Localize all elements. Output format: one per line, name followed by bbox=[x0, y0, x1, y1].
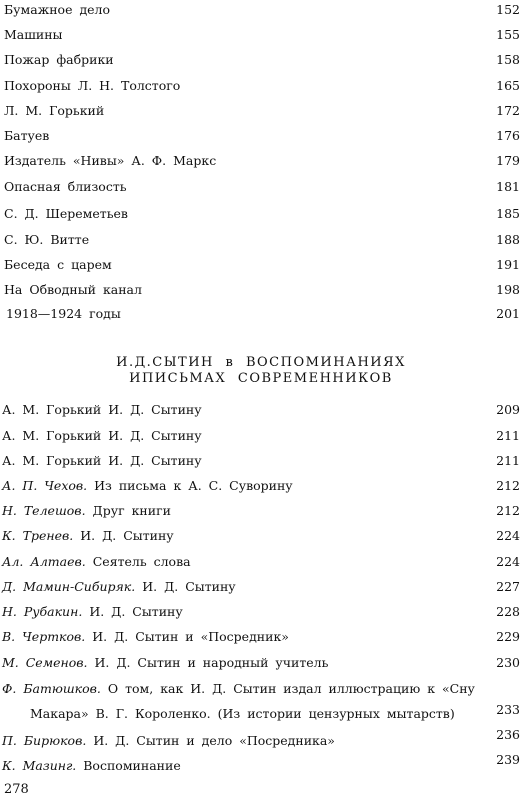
toc-entry-page: 236 bbox=[496, 727, 520, 742]
toc-entry-page: 233 bbox=[496, 702, 520, 717]
toc-entry-page: 191 bbox=[496, 257, 520, 272]
toc-entry-page: 188 bbox=[496, 232, 520, 247]
toc-entry-title: И. Д. Сытин и народный учитель bbox=[94, 655, 329, 670]
toc-entry-title: Бумажное дело bbox=[4, 2, 111, 17]
toc-entry-title: Макара» В. Г. Короленко. (Из истории цензурных мытарств) bbox=[30, 706, 455, 721]
toc-entry-page: 239 bbox=[496, 752, 520, 767]
toc-entry-title: Беседа с царем bbox=[4, 257, 112, 272]
toc-entry-page: 227 bbox=[496, 579, 520, 594]
toc-entry-title: 1918—1924 годы bbox=[6, 306, 121, 321]
toc-entry-page: 172 bbox=[496, 103, 520, 118]
toc-entry-title: И. Д. Сытину bbox=[89, 604, 183, 619]
toc-entry-page: 179 bbox=[496, 153, 520, 168]
toc-entry-author: А. П. Чехов. bbox=[2, 478, 88, 493]
toc-entry-author: В. Чертков. bbox=[2, 629, 86, 644]
toc-entry-title: Опасная близость bbox=[4, 179, 127, 194]
toc-entry-title: Друг книги bbox=[92, 503, 171, 518]
toc-entry-title: Батуев bbox=[4, 128, 50, 143]
toc-entry-page: 230 bbox=[496, 655, 520, 670]
toc-entry-title: Машины bbox=[4, 27, 63, 42]
toc-entry-title: И. Д. Сытину bbox=[80, 528, 174, 543]
toc-entry-title: И. Д. Сытин и дело «Посредника» bbox=[93, 733, 335, 748]
toc-entry-page: 176 bbox=[496, 128, 520, 143]
toc-entry-author: М. Семенов. bbox=[2, 655, 88, 670]
toc-entry-title: А. М. Горький И. Д. Сытину bbox=[2, 402, 202, 417]
toc-entry-author: Ал. Алтаев. bbox=[2, 554, 86, 569]
toc-entry-page: 224 bbox=[496, 528, 520, 543]
toc-entry-page: 201 bbox=[496, 306, 520, 321]
toc-entry-title: Пожар фабрики bbox=[4, 52, 114, 67]
toc-entry-page: 209 bbox=[496, 402, 520, 417]
toc-entry-title: С. Д. Шереметьев bbox=[4, 206, 128, 221]
page-number: 278 bbox=[4, 782, 29, 797]
toc-entry-page: 211 bbox=[496, 453, 520, 468]
toc-entry-page: 228 bbox=[496, 604, 520, 619]
toc-entry-page: 224 bbox=[496, 554, 520, 569]
toc-entry-title: Воспоминание bbox=[83, 758, 181, 773]
toc-entry-page: 229 bbox=[496, 629, 520, 644]
toc-entry-title: На Обводный канал bbox=[4, 282, 142, 297]
toc-entry-page: 181 bbox=[496, 179, 520, 194]
toc-entry-title: И. Д. Сытину bbox=[142, 579, 236, 594]
toc-entry-page: 198 bbox=[496, 282, 520, 297]
toc-entry-page: 212 bbox=[496, 503, 520, 518]
toc-entry-page: 211 bbox=[496, 428, 520, 443]
toc-entry-page: 158 bbox=[496, 52, 520, 67]
section-heading-line1: И.Д.СЫТИН в ВОСПОМИНАНИЯХ bbox=[116, 355, 406, 370]
toc-entry-author: Н. Рубакин. bbox=[2, 604, 83, 619]
toc-entry-page: 185 bbox=[496, 206, 520, 221]
toc-entry-author: К. Мазинг. bbox=[2, 758, 77, 773]
toc-entry-title: Похороны Л. Н. Толстого bbox=[4, 78, 181, 93]
toc-entry-author: Ф. Батюшков. bbox=[2, 681, 101, 696]
toc-entry-title: О том, как И. Д. Сытин издал иллюстрацию к «Сну bbox=[107, 681, 475, 696]
toc-entry-page: 212 bbox=[496, 478, 520, 493]
toc-entry-title: А. М. Горький И. Д. Сытину bbox=[2, 453, 202, 468]
toc-entry-author: К. Тренев. bbox=[2, 528, 74, 543]
toc-entry-title: А. М. Горький И. Д. Сытину bbox=[2, 428, 202, 443]
toc-entry-author: Д. Мамин-Сибиряк. bbox=[2, 579, 136, 594]
toc-entry-page: 165 bbox=[496, 78, 520, 93]
toc-entry-title: С. Ю. Витте bbox=[4, 232, 90, 247]
toc-entry-page: 155 bbox=[496, 27, 520, 42]
toc-entry-author: Н. Телешов. bbox=[2, 503, 86, 518]
toc-entry-author: П. Бирюков. bbox=[2, 733, 87, 748]
toc-entry-title: Сеятель слова bbox=[92, 554, 191, 569]
toc-entry-title: Издатель «Нивы» А. Ф. Маркс bbox=[4, 153, 217, 168]
toc-entry-title: Л. М. Горький bbox=[4, 103, 105, 118]
section-heading-line2: ИПИСЬМАХ СОВРЕМЕННИКОВ bbox=[129, 371, 393, 386]
toc-entry-page: 152 bbox=[496, 2, 520, 17]
toc-entry-title: И. Д. Сытин и «Посредник» bbox=[92, 629, 289, 644]
toc-entry-title: Из письма к А. С. Суворину bbox=[94, 478, 293, 493]
